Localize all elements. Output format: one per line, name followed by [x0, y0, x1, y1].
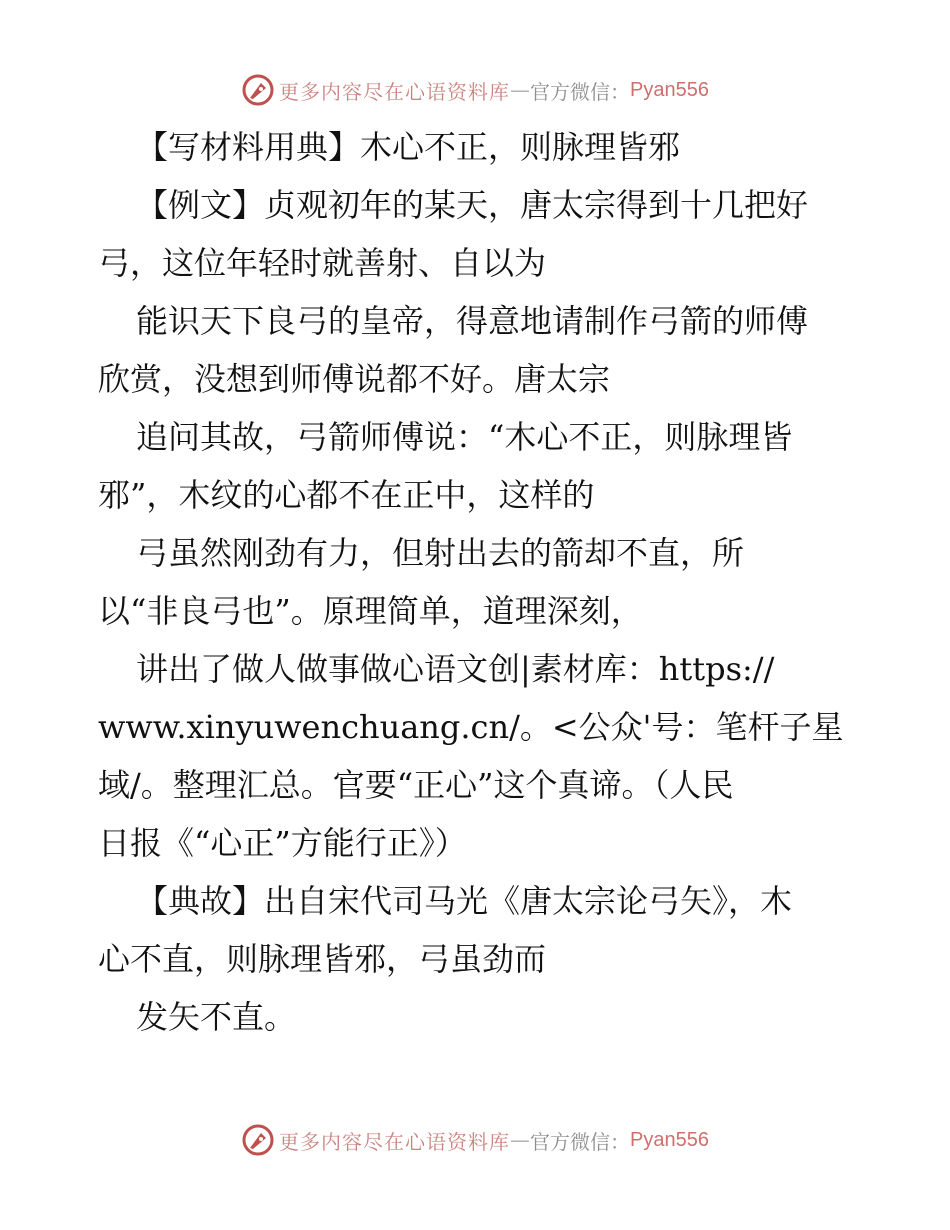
paragraph-line: www.xinyuwenchuang.cn/。<公众'号：笔杆子星 — [98, 708, 844, 746]
paragraph-line: 追问其故，弓箭师傅说：“木心不正，则脉理皆 — [136, 418, 793, 456]
watermark-separator: — — [510, 1128, 531, 1152]
watermark-separator: — — [510, 78, 531, 102]
paragraph-line: 能识天下良弓的皇帝，得意地请制作弓箭的师傅 — [136, 302, 809, 340]
paragraph-line: 讲出了做人做事做心语文创|素材库：https:// — [136, 650, 775, 688]
paragraph-line: 以“非良弓也”。原理简单，道理深刻， — [98, 592, 643, 630]
watermark-wechat-label: 官方微信： — [530, 79, 631, 104]
paragraph-line: 日报《“心正”方能行正》） — [98, 824, 467, 862]
watermark-wechat-id: Pyan556 — [630, 1128, 709, 1151]
paragraph-line: 邪”，木纹的心都不在正中，这样的 — [98, 476, 595, 514]
pen-nib-logo-icon — [241, 1123, 275, 1157]
paragraph-line: 【典故】出自宋代司马光《唐太宗论弓矢》，木 — [136, 882, 793, 920]
paragraph-line: 发矢不直。 — [136, 998, 297, 1036]
paragraph-line: 【例文】贞观初年的某天，唐太宗得到十几把好 — [136, 186, 809, 224]
watermark-wechat-label: 官方微信： — [530, 1129, 631, 1154]
footer-watermark — [0, 1120, 950, 1160]
watermark-text: 更多内容尽在心语资料库 — [279, 79, 511, 104]
document-body — [98, 118, 858, 1046]
pen-nib-logo-icon — [241, 73, 275, 107]
paragraph-line: 欣赏，没想到师傅说都不好。唐太宗 — [98, 360, 611, 398]
paragraph-line: 心不直，则脉理皆邪，弓虽劲而 — [98, 940, 547, 978]
paragraph-line: 弓，这位年轻时就善射、自以为 — [98, 244, 547, 282]
paragraph-line: 弓虽然刚劲有力，但射出去的箭却不直，所 — [136, 534, 745, 572]
paragraph-line: 【写材料用典】木心不正，则脉理皆邪 — [136, 128, 681, 166]
paragraph-line: 域/。整理汇总。官要“正心”这个真谛。（人民 — [98, 766, 734, 804]
watermark-wechat-id: Pyan556 — [630, 78, 709, 101]
header-watermark — [0, 70, 950, 110]
watermark-text: 更多内容尽在心语资料库 — [279, 1129, 511, 1154]
